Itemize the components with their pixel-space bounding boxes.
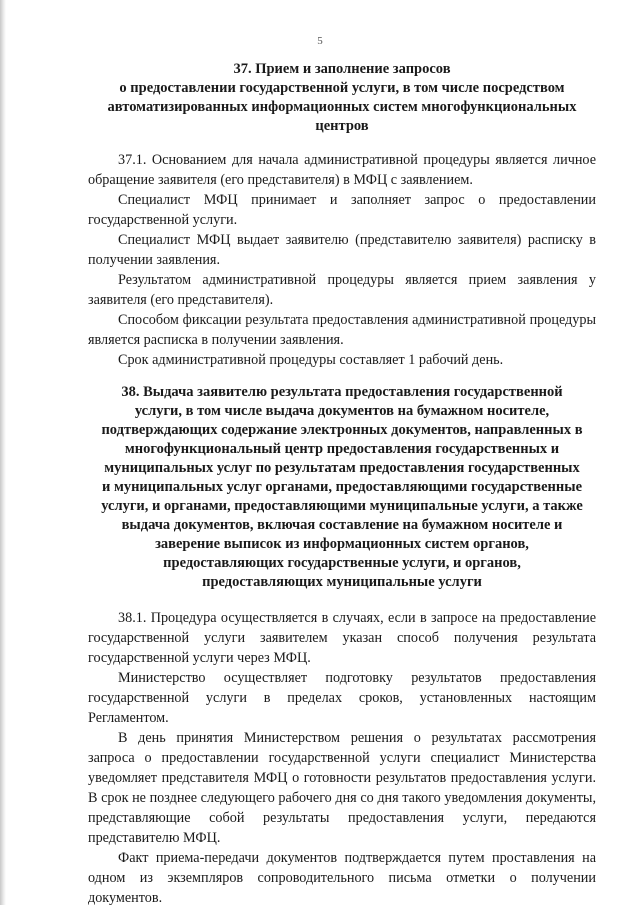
paragraph-37-1: 37.1. Основанием для начала административной процедуры является личное обращение заявителя (его представителя) в МФЦ с заявлением. [88,152,596,188]
page-number: 5 [317,35,323,47]
heading-line: многофункциональный центр предоставления государственных и [124,441,560,457]
heading-line: автоматизированных информационных систем многофункциональных [107,99,577,115]
document-body [88,60,596,908]
heading-line: услуги, в том числе выдача документов на бумажном носителе, [134,403,550,419]
paragraph: Способом фиксации результата предоставления административной процедуры является расписка в получении заявления. [88,312,596,348]
heading-line: 38. Выдача заявителю результата предоставления государственной [121,384,563,400]
heading-line: центров [315,118,369,134]
section-37-heading [88,60,596,136]
paragraph: Специалист МФЦ выдает заявителю (представителю заявителя) расписку в получении заявления. [88,232,596,268]
paragraph: В день принятия Министерством решения о результатах рассмотрения запроса о предоставлении государственной услуги специалист Министерства уведомляет представителя МФЦ о готовности результатов предоставления услуги. В срок не позднее следующего рабочего дня со дня такого уведомления документы, представляющие собой результаты предоставления услуги, передаются представителю МФЦ. [88,730,596,846]
scan-edge-shadow [0,0,6,905]
heading-line: и муниципальных услуг органами, предоставляющими государственные [101,479,583,495]
heading-line: выдача документов, включая составление на бумажном носителе и [121,517,563,533]
paragraph: Министерство осуществляет подготовку результатов предоставления государственной услуги в пределах сроков, установленных настоящим Регламентом. [88,670,596,726]
heading-line: подтверждающих содержание электронных документов, направленных в [101,422,583,438]
paragraph: Результатом административной процедуры является прием заявления у заявителя (его представителя). [88,272,596,308]
paragraph: Факт приема-передачи документов подтверждается путем проставления на одном из экземпляров сопроводительного письма отметки о получении документов. [88,850,596,906]
section-38-heading [88,383,596,592]
heading-line: 37. Прием и заполнение запросов [233,61,451,77]
paragraph: Специалист МФЦ принимает и заполняет запрос о предоставлении государственной услуги. [88,192,596,228]
heading-line: услуги, и органами, предоставляющими муниципальные услуги, а также [101,498,583,514]
heading-line: о предоставлении государственной услуги, в том числе посредством [119,80,565,96]
heading-line: муниципальных услуг по результатам предоставления государственных [104,460,580,476]
paragraph: Срок административной процедуры составляет 1 рабочий день. [118,352,504,368]
paragraph-38-1: 38.1. Процедура осуществляется в случаях, если в запросе на предоставление государственной услуги заявителем указан способ получения результата государственной услуги через МФЦ. [88,610,596,666]
heading-line: предоставляющих государственные услуги, и органов, [163,555,521,571]
heading-line: предоставляющих муниципальные услуги [202,574,482,590]
heading-line: заверение выписок из информационных систем органов, [155,536,529,552]
